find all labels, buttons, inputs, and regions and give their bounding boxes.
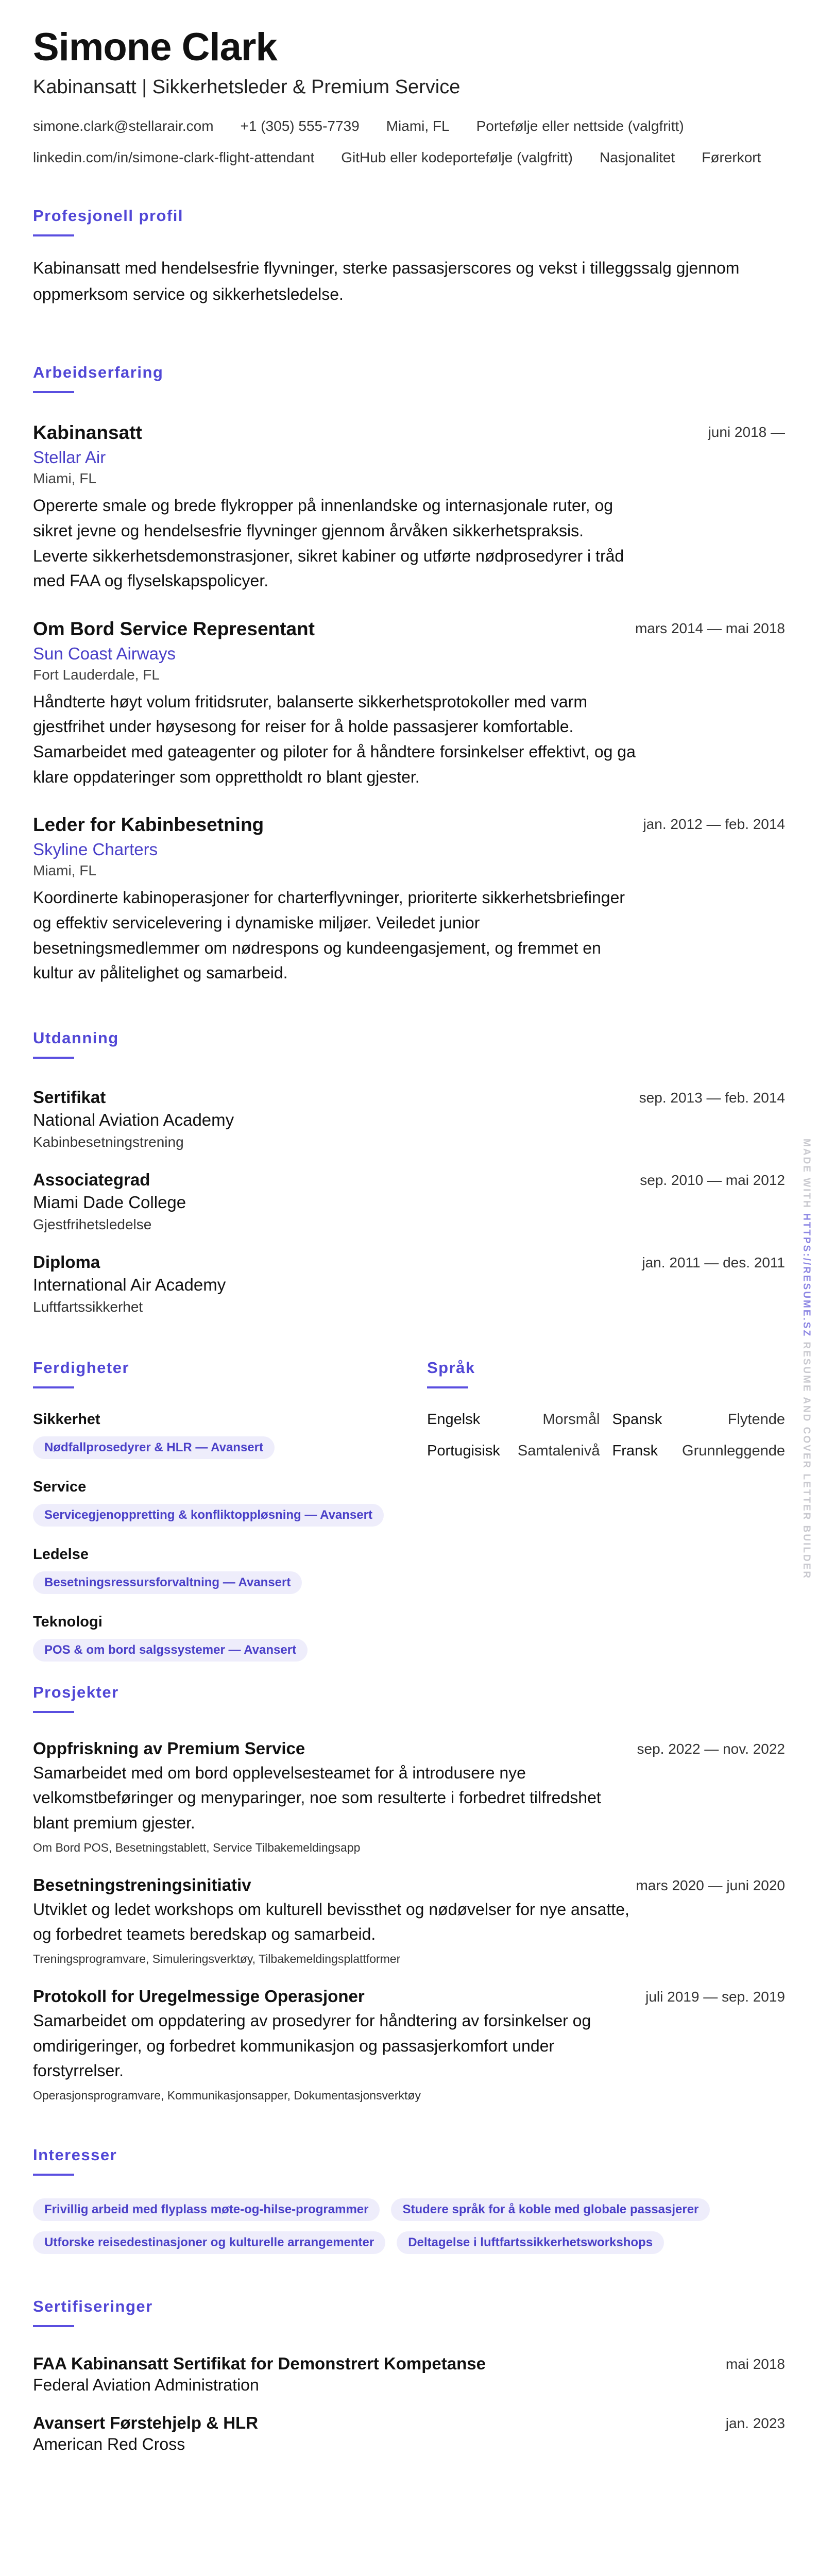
education-date: sep. 2010 — mai 2012 [640,1172,785,1188]
education-school: International Air Academy [33,1275,226,1294]
contact-email[interactable]: simone.clark@stellarair.com [33,117,214,134]
certification-item [33,2354,785,2395]
section-underline [33,1711,74,1713]
interest-pill: Studere språk for å koble med globale passasjerer [391,2198,710,2221]
contact-portfolio[interactable]: Portefølje eller nettside (valgfritt) [476,117,684,134]
section-title: Prosjekter [33,1683,119,1701]
experience-item [33,814,785,986]
experience-description: Opererte smale og brede flykropper på innenlandske og internasjonale ruter, og sikret jevne og hendelsesfrie flyvninger gjennom årvåken sikkerhetspraksis. Leverte sikkerhetsdemonstrasjoner, sikret kabiner og utførte nødprosedyrer i tråd med FAA og flyselskapspolicyer. [33,496,624,590]
skills-languages-row [33,1358,785,1657]
section-title: Språk [427,1358,475,1377]
education-item [33,1252,785,1315]
skill-category: Sikkerhet [33,1411,100,1428]
experience-role: Kabinansatt [33,422,142,444]
experience-item [33,422,785,594]
education-school: Miami Dade College [33,1192,186,1212]
skill-category: Teknologi [33,1613,103,1630]
education-degree: Diploma [33,1252,100,1272]
interest-pill: Frivillig arbeid med flyplass møte-og-hilse-programmer [33,2198,380,2221]
language-name: Portugisisk [427,1442,500,1459]
language-item [612,1411,786,1428]
contact-location: Miami, FL [386,117,450,134]
education-field: Gjestfrihetsledelse [33,1216,152,1232]
interest-pill: Deltagelse i luftfartssikkerhetsworkshops [397,2231,664,2254]
skill-pill: Servicegjenoppretting & konfliktoppløsning — Avansert [33,1504,384,1527]
section-title: Ferdigheter [33,1358,130,1377]
section-underline [33,2174,74,2176]
education-field: Luftfartssikkerhet [33,1298,143,1315]
experience-description: Håndterte høyt volum fritidsruter, balanserte sikkerhetsprotokoller med varm gjestfrihet under høysesong for reiser for å holde passasjerer komfortable. Samarbeidet med gateagenter og piloter for å håndtere forsinkelser effektivt, og ga klare oppdateringer som opprettholdt ro blant gjester. [33,692,636,786]
experience-role: Om Bord Service Representant [33,618,315,639]
interest-list [33,2198,754,2254]
project-item [33,1987,785,2103]
skills-section [33,1359,414,1662]
language-level: Flytende [727,1411,785,1428]
project-tools: Om Bord POS, Besetningstablett, Service Tilbakemeldingsapp [33,1840,361,1854]
project-date: mars 2020 — juni 2020 [636,1877,785,1893]
interest-pill: Utforske reisedestinasjoner og kulturelle arrangementer [33,2231,385,2254]
section-underline [427,1386,468,1388]
watermark-prefix: MADE WITH [801,1139,812,1209]
education-degree: Associategrad [33,1170,150,1189]
projects-section [33,1683,785,2103]
language-name: Fransk [612,1442,658,1459]
experience-description: Koordinerte kabinoperasjoner for charterflyvninger, prioriterte sikkerhetsbriefinger og effektiv servicelevering i dynamiske miljøer. Veiledet junior besetningsmedlemmer om nødrespons og kundeengasjement, og fremmet en kultur av pålitelighet og samarbeid. [33,888,625,982]
section-underline [33,2325,74,2327]
education-date: jan. 2011 — des. 2011 [642,1254,785,1270]
experience-location: Fort Lauderdale, FL [33,666,160,683]
education-school: National Aviation Academy [33,1110,234,1129]
project-name: Oppfriskning av Premium Service [33,1738,305,1758]
project-description: Samarbeidet om oppdatering av prosedyrer for håndtering av forsinkelser og omdirigeringer, og forbedret kommunikasjon og passasjerkomfort under forstyrrelser. [33,2011,591,2080]
section-title: Profesjonell profil [33,206,184,225]
section-underline [33,234,74,236]
section-title: Arbeidserfaring [33,363,164,382]
candidate-name: Simone Clark [33,25,277,69]
experience-date: mars 2014 — mai 2018 [635,620,785,636]
interests-section [33,2146,785,2254]
skill-category: Service [33,1478,87,1495]
profile-summary: Kabinansatt med hendelsesfrie flyvninger, sterke passasjerscores og vekst i tilleggssalg gjennom oppmerksom service og sikkerhetsledelse. [33,258,740,304]
watermark-suffix: RESUME AND COVER LETTER BUILDER [801,1342,812,1580]
project-name: Besetningstreningsinitiativ [33,1875,251,1894]
contact-github[interactable]: GitHub eller kodeportefølje (valgfritt) [341,149,573,165]
language-name: Spansk [612,1411,662,1428]
headline: Kabinansatt | Sikkerhetsleder & Premium Service [33,76,461,98]
experience-company: Skyline Charters [33,840,158,859]
certification-item [33,2413,785,2454]
experience-date: jan. 2012 — feb. 2014 [643,816,785,833]
education-section [33,1029,785,1315]
language-name: Engelsk [427,1411,481,1428]
skill-pill: Nødfallprosedyrer & HLR — Avansert [33,1436,275,1459]
certification-issuer: American Red Cross [33,2434,185,2453]
language-level: Samtalenivå [517,1442,600,1459]
certification-date: jan. 2023 [725,2415,785,2431]
project-name: Protokoll for Uregelmessige Operasjoner [33,1986,365,2006]
education-date: sep. 2013 — feb. 2014 [639,1089,785,1106]
skill-pill: Besetningsressursforvaltning — Avansert [33,1571,302,1594]
contact-linkedin[interactable]: linkedin.com/in/simone-clark-flight-attendant [33,149,315,165]
skill-category: Ledelse [33,1546,89,1563]
education-item [33,1170,785,1233]
section-underline [33,1386,74,1388]
experience-company: Stellar Air [33,448,106,467]
languages-section [427,1359,785,1460]
experience-date: juni 2018 — [708,424,785,440]
experience-section [33,363,785,986]
language-list [427,1411,785,1460]
certification-date: mai 2018 [725,2355,785,2372]
experience-item [33,618,785,790]
contact-list [33,116,785,167]
section-title: Utdanning [33,1028,119,1047]
project-description: Samarbeidet med om bord opplevelsesteamet for å introdusere nye velkomstbeføringer og menyparinger, noe som resulterte i forbedret tilfredshet blant premium gjester. [33,1763,601,1833]
certification-name: FAA Kabinansatt Sertifikat for Demonstrert Kompetanse [33,2353,486,2373]
certification-issuer: Federal Aviation Administration [33,2375,259,2394]
certifications-section [33,2297,785,2454]
watermark-text [800,1139,812,1580]
language-item [612,1443,786,1460]
experience-location: Miami, FL [33,470,96,487]
project-date: sep. 2022 — nov. 2022 [637,1740,785,1757]
project-description: Utviklet og ledet workshops om kulturell bevissthet og nødøvelser for nye ansatte, og forbedret teamets beredskap og samarbeid. [33,1900,629,1944]
project-item [33,1739,785,1855]
education-degree: Sertifikat [33,1087,106,1107]
section-underline [33,391,74,393]
language-level: Morsmål [542,1411,600,1428]
resume-content [33,26,785,2454]
profile-section [33,207,785,308]
experience-role: Leder for Kabinbesetning [33,814,264,836]
section-underline [33,1057,74,1059]
header [33,26,785,167]
education-item [33,1088,785,1150]
education-field: Kabinbesetningstrening [33,1133,184,1150]
experience-location: Miami, FL [33,862,96,879]
project-item [33,1875,785,1966]
language-item [427,1443,600,1460]
contact-phone[interactable]: +1 (305) 555-7739 [240,117,360,134]
section-title: Interesser [33,2145,117,2164]
section-title: Sertifiseringer [33,2297,153,2315]
contact-nationality: Nasjonalitet [599,149,675,165]
watermark-link[interactable]: HTTPS://RESUME.SZ [801,1213,812,1338]
contact-license: Førerkort [702,149,761,165]
project-tools: Treningsprogramvare, Simuleringsverktøy, Tilbakemeldingsplattformer [33,1952,401,1965]
certification-name: Avansert Førstehjelp & HLR [33,2413,259,2432]
skill-pill: POS & om bord salgssystemer — Avansert [33,1639,308,1662]
language-item [427,1411,600,1428]
project-tools: Operasjonsprogramvare, Kommunikasjonsapper, Dokumentasjonsverktøy [33,2088,421,2102]
language-level: Grunnleggende [682,1442,785,1459]
watermark [797,1139,813,1580]
experience-company: Sun Coast Airways [33,643,176,663]
project-date: juli 2019 — sep. 2019 [645,1988,785,2005]
